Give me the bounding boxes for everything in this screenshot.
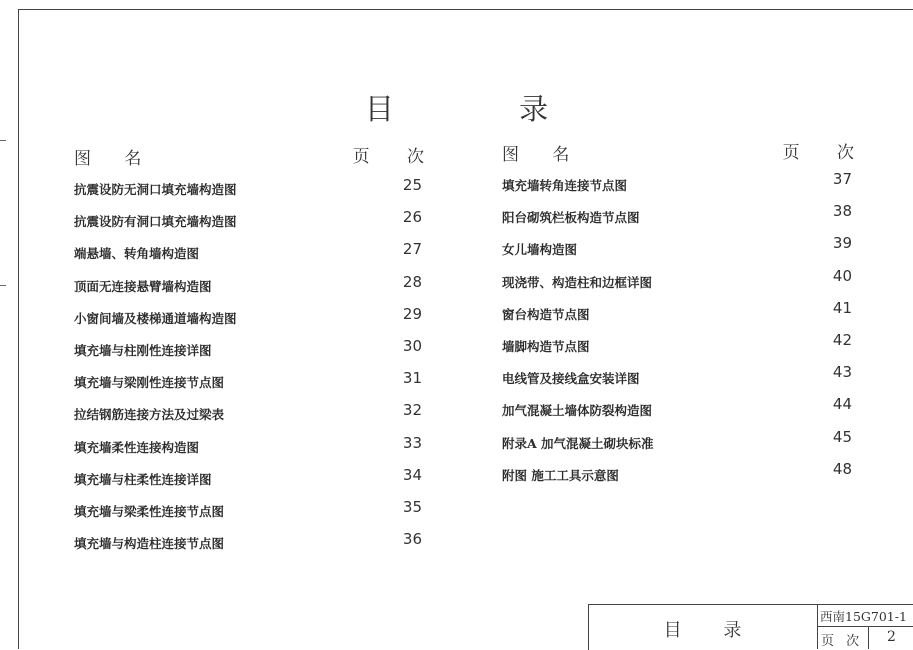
frame-top-border	[18, 9, 913, 10]
entry-page: 29	[402, 304, 422, 323]
header-drawing-name: 图 名	[502, 145, 584, 165]
entry-page: 40	[832, 266, 852, 285]
page-number: 2	[887, 629, 896, 645]
toc-header	[500, 138, 870, 170]
title-block-divider	[817, 626, 913, 627]
entry-name: 拉结钢筋连接方法及过梁表	[74, 407, 225, 423]
entry-name: 女儿墙构造图	[502, 242, 578, 258]
entry-page: 28	[402, 272, 422, 291]
entry-page: 39	[832, 234, 852, 253]
entry-name: 附图 施工工具示意图	[502, 467, 619, 483]
toc-entry[interactable]	[72, 460, 424, 492]
toc-entry[interactable]	[72, 234, 424, 266]
entry-name: 填充墙柔性连接构造图	[74, 439, 200, 455]
entry-name: 抗震设防有洞口填充墙构造图	[74, 214, 237, 230]
toc-entry[interactable]	[72, 299, 424, 331]
entry-name: 填充墙与柱柔性连接详图	[74, 471, 212, 487]
entry-name: 窗台构造节点图	[502, 306, 590, 322]
toc-column-left	[72, 138, 440, 556]
entry-name: 顶面无连接悬臂墙构造图	[74, 278, 212, 294]
entry-page: 27	[402, 240, 422, 259]
title-block-name: 目 录	[663, 620, 760, 641]
entry-name: 填充墙与梁柔性连接节点图	[74, 503, 225, 519]
entry-name: 抗震设防无洞口填充墙构造图	[74, 182, 237, 197]
toc-entry[interactable]	[500, 428, 854, 460]
toc-entry[interactable]	[72, 170, 424, 202]
toc-entry[interactable]	[500, 331, 854, 363]
entry-page: 25	[402, 176, 422, 194]
entry-name: 电线管及接线盒安装详图	[502, 371, 640, 387]
entry-name: 填充墙与柱刚性连接详图	[74, 342, 212, 358]
toc-entry[interactable]	[500, 267, 854, 299]
entry-page: 44	[832, 395, 852, 414]
toc-entry[interactable]	[500, 460, 854, 492]
entry-page: 43	[832, 363, 852, 382]
toc-entry[interactable]	[72, 202, 424, 234]
header-drawing-name: 图 名	[74, 149, 156, 169]
toc-entry[interactable]	[72, 331, 424, 363]
toc-entry[interactable]	[72, 428, 424, 460]
entry-page: 32	[402, 401, 422, 420]
toc-entry[interactable]	[72, 492, 424, 524]
toc-entry[interactable]	[500, 202, 854, 234]
toc-column-right	[500, 138, 870, 492]
binding-mark	[0, 285, 6, 286]
entry-page: 31	[402, 369, 422, 388]
entry-name: 填充墙转角连接节点图	[502, 178, 628, 193]
atlas-code: 西南15G701-1	[820, 609, 907, 624]
entry-page: 48	[832, 459, 852, 478]
entry-page: 35	[402, 497, 422, 516]
entry-name: 小窗间墙及楼梯通道墙构造图	[74, 310, 237, 326]
binding-mark	[0, 140, 6, 141]
entry-page: 37	[832, 170, 852, 188]
title-block-divider	[868, 626, 869, 649]
toc-entry[interactable]	[500, 363, 854, 395]
page-title: 目 录	[364, 92, 607, 127]
entry-name: 附录A 加气混凝土砌块标准	[502, 435, 654, 451]
toc-entry[interactable]	[72, 395, 424, 427]
toc-header	[72, 138, 440, 170]
toc-entry[interactable]	[500, 299, 854, 331]
entry-page: 26	[402, 208, 422, 227]
entry-name: 现浇带、构造柱和边框详图	[502, 274, 653, 290]
entry-page: 34	[402, 465, 422, 484]
title-block	[588, 604, 913, 649]
header-page-number: 页 次	[782, 143, 870, 163]
entry-name: 加气混凝土墙体防裂构造图	[502, 403, 653, 419]
entry-name: 阳台砌筑栏板构造节点图	[502, 210, 640, 226]
entry-page: 45	[832, 427, 852, 446]
entry-page: 33	[402, 433, 422, 452]
entry-page: 38	[832, 202, 852, 221]
entry-page: 41	[832, 298, 852, 317]
entry-name: 填充墙与构造柱连接节点图	[74, 536, 225, 552]
toc-entry[interactable]	[72, 267, 424, 299]
page-label: 页 次	[821, 634, 864, 649]
entry-page: 36	[402, 530, 422, 549]
entry-name: 端悬墙、转角墙构造图	[74, 246, 200, 262]
toc-entry[interactable]	[500, 170, 854, 202]
toc-entry[interactable]	[72, 363, 424, 395]
entry-name: 填充墙与梁刚性连接节点图	[74, 375, 225, 391]
toc-entry[interactable]	[500, 234, 854, 266]
entry-page: 42	[832, 330, 852, 349]
toc-entry[interactable]	[500, 395, 854, 427]
header-page-number: 页 次	[352, 147, 440, 167]
entry-name: 墙脚构造节点图	[502, 338, 590, 354]
toc-entry[interactable]	[72, 524, 424, 556]
entry-page: 30	[402, 336, 422, 355]
